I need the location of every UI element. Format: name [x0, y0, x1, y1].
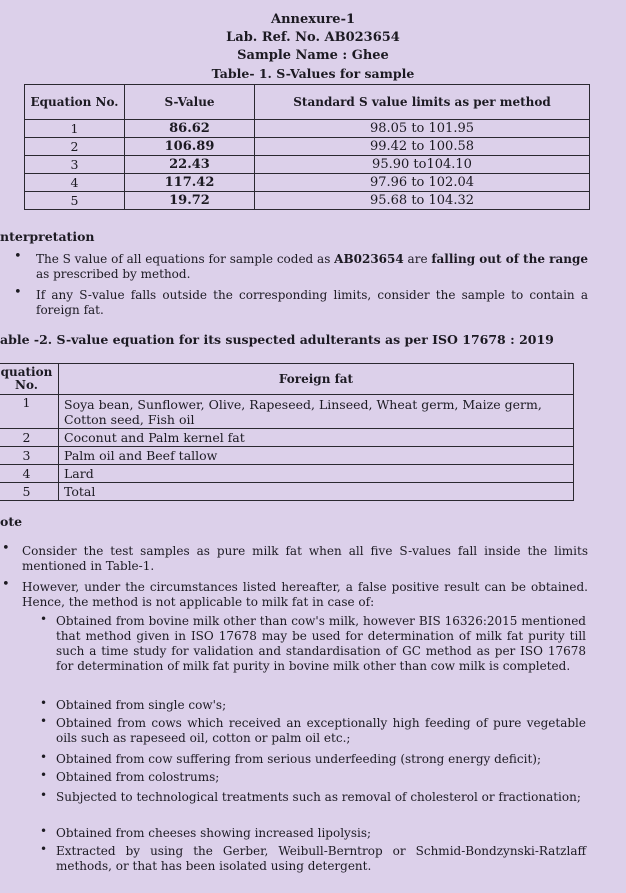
sub-bullet-icon: •: [40, 842, 48, 856]
bullet1-bold-text: falling out of the range: [431, 252, 588, 266]
sub-bullet-icon: •: [40, 824, 48, 838]
lab-ref: Lab. Ref. No. AB023654: [226, 30, 400, 45]
table-row: [0, 447, 574, 465]
table-row: [0, 465, 574, 483]
s-values-table: [24, 84, 590, 210]
bullet-icon: •: [14, 285, 22, 300]
note-sub-item: Obtained from cheeses showing increased lipolysis;: [56, 826, 372, 840]
sub-bullet-icon: •: [40, 750, 48, 764]
equation-no: 5: [0, 483, 59, 501]
equation-no: 4: [25, 174, 125, 192]
table-row: [25, 174, 590, 192]
table-row: [0, 483, 574, 501]
table-header-row: [25, 85, 590, 120]
limits: 98.05 to 101.95: [255, 120, 590, 138]
adulterants-table: [0, 363, 574, 501]
note-sub-item: Obtained from colostrums;: [56, 770, 220, 784]
table-row: [0, 395, 574, 429]
foreign-fat: Coconut and Palm kernel fat: [59, 429, 574, 447]
note-sub-item: Obtained from single cow's;: [56, 698, 227, 712]
col-header-equation: quation No.: [0, 364, 59, 395]
sub-bullet-icon: •: [40, 714, 48, 728]
table-header-row: [0, 364, 574, 395]
note-sub-item: Extracted by using the Gerber, Weibull-Berntrop or Schmid-Bondzynski-Ratzlaff methods, or that has been isolated using detergent.: [56, 844, 586, 873]
equation-no: 1: [25, 120, 125, 138]
col-header-s-value: S-Value: [125, 85, 255, 120]
note-sub-item: Obtained from cow suffering from serious underfeeding (strong energy deficit);: [56, 752, 542, 766]
foreign-fat: Total: [59, 483, 574, 501]
foreign-fat: Soya bean, Sunflower, Olive, Rapeseed, Linseed, Wheat germ, Maize germ, Cotton seed, Fish oil: [59, 395, 574, 429]
sub-bullet-icon: •: [40, 768, 48, 782]
col-header-limits: Standard S value limits as per method: [255, 85, 590, 120]
note-sub-item: Subjected to technological treatments such as removal of cholesterol or fractionation;: [56, 790, 581, 804]
s-value: 22.43: [125, 156, 255, 174]
equation-no: 3: [0, 447, 59, 465]
equation-no: 3: [25, 156, 125, 174]
col-header-equation: Equation No.: [25, 85, 125, 120]
s-value: 117.42: [125, 174, 255, 192]
annexure-title: Annexure-1: [270, 12, 356, 27]
note-bullet-1: Consider the test samples as pure milk fat when all five S-values fall inside the limits mentioned in Table-1.: [22, 544, 588, 573]
note-sub-item: Obtained from bovine milk other than cow's milk, however BIS 16326:2015 mentioned that method given in ISO 17678 may be used for determination of milk fat purity till such a time study for validation and standardisation of GC method as per ISO 17678 for determination of milk fat purity in bovine milk other than cow milk is completed.: [56, 614, 586, 673]
col-header-foreign-fat: Foreign fat: [59, 364, 574, 395]
note-heading: ote: [0, 514, 23, 529]
table-row: [0, 429, 574, 447]
interpretation-bullet-1: [36, 252, 588, 282]
sub-bullet-icon: •: [40, 788, 48, 802]
table-row: [25, 138, 590, 156]
bullet1-text-post: as prescribed by method.: [36, 267, 191, 281]
s-value: 106.89: [125, 138, 255, 156]
limits: 95.90 to104.10: [255, 156, 590, 174]
bullet-icon: •: [2, 577, 10, 592]
table-row: [25, 120, 590, 138]
table2-title: able -2. S-value equation for its suspected adulterants as per ISO 17678 : 2019: [0, 332, 554, 347]
bullet1-text-pre: The S value of all equations for sample coded as: [36, 252, 335, 266]
limits: 95.68 to 104.32: [255, 192, 590, 210]
equation-no: 4: [0, 465, 59, 483]
interpretation-heading: nterpretation: [0, 229, 95, 244]
equation-no: 2: [0, 429, 59, 447]
bullet-icon: •: [14, 249, 22, 264]
sample-name: Sample Name : Ghee: [237, 48, 389, 63]
equation-no: 5: [25, 192, 125, 210]
foreign-fat: Lard: [59, 465, 574, 483]
s-value: 19.72: [125, 192, 255, 210]
sub-bullet-icon: •: [40, 612, 48, 626]
equation-no: 2: [25, 138, 125, 156]
sample-code: AB023654: [334, 252, 404, 266]
table-row: [25, 192, 590, 210]
limits: 97.96 to 102.04: [255, 174, 590, 192]
bullet-icon: •: [2, 541, 10, 556]
table1-title: Table- 1. S-Values for sample: [211, 66, 415, 81]
limits: 99.42 to 100.58: [255, 138, 590, 156]
bullet1-text-mid: are: [403, 252, 432, 266]
equation-no: 1: [0, 395, 59, 429]
interpretation-bullet-2: If any S-value falls outside the corresponding limits, consider the sample to contain a foreign fat.: [36, 288, 588, 317]
sub-bullet-icon: •: [40, 696, 48, 710]
note-bullet-2: However, under the circumstances listed hereafter, a false positive result can be obtained. Hence, the method is not applicable to milk fat in case of:: [22, 580, 588, 609]
table-row: [25, 156, 590, 174]
foreign-fat: Palm oil and Beef tallow: [59, 447, 574, 465]
s-value: 86.62: [125, 120, 255, 138]
note-sub-item: Obtained from cows which received an exceptionally high feeding of pure vegetable oils such as rapeseed oil, cotton or palm oil etc.;: [56, 716, 586, 745]
